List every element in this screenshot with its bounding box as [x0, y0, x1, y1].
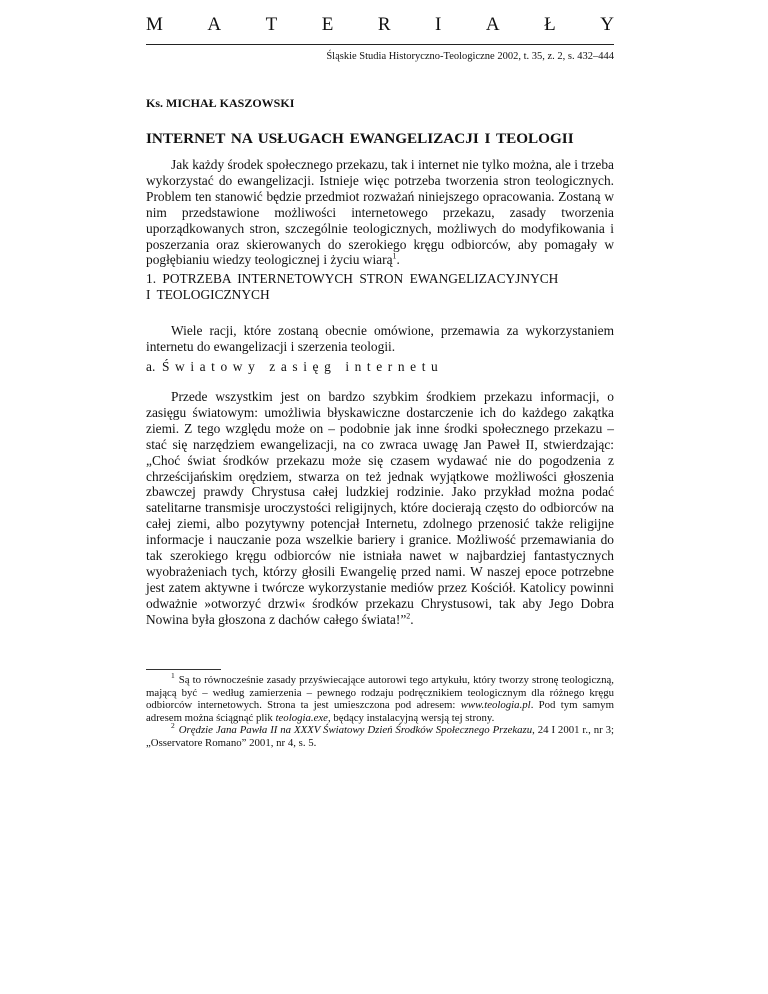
- section-intro-paragraph: Wiele racji, które zostaną obecnie omówione, przemawia za wykorzystaniem internetu do ewangelizacji i szerzenia teologii.: [146, 323, 614, 354]
- section-heading-line1: 1. POTRZEBA INTERNETOWYCH STRON EWANGELIZACYJNYCH: [146, 271, 559, 286]
- masthead-letter: A: [485, 14, 500, 35]
- body-text: Przede wszystkim jest on bardzo szybkim środkiem przekazu informacji, o zasięgu światowym: umożliwia błyskawiczne dostarczenie ich do każdego zakątka ziemi. Z tego względu może on – podobnie jak inne środki społecznego przekazu – stać się narzędziem ewangelizacji, na co zwraca uwagę Jan Paweł II, stwierdzając: „Choć świat środków przekazu może się czasem wydawać nie do pogodzenia z chrześcijańskim orędziem, stwarza on też jednak wyjątkowe możliwości głoszenia zbawczej prawdy Chrystusa całej ludzkiej rodzinie. Jako przykład można podać satelitarne transmisje uroczystości religijnych, które docierają często do odbiorców na całej ziemi, albo pozytywny potencjał Internetu, zdolnego przenosić także religijne informacje i nauczanie poza wszelkie bariery i granice. Możliwość przemawiania do tak szerokiego kręgu odbiorców nie istniała nawet w najbardziej fantastycznych wyobrażeniach tych, którzy głosili Ewangelię przed nami. W naszej epoce potrzebne jest zatem aktywne i twórcze wykorzystanie mediów przez Kościół. Katolicy powinni odważnie »otworzyć drzwi« środków przekazu Chrystusowi, tak aby Jego Dobra Nowina była głoszona z dachów całego świata!”: [146, 389, 614, 627]
- masthead-letter: Y: [600, 14, 614, 35]
- author-name: Ks. MICHAŁ KASZOWSKI: [146, 96, 295, 110]
- masthead-letter: T: [265, 14, 278, 35]
- masthead-letter: I: [435, 14, 442, 35]
- footnote-source-title: Orędzie Jana Pawła II na XXXV Światowy Dzień Środków Społecznego Przekazu: [178, 724, 533, 736]
- subsection-title: Światowy zasięg internetu: [162, 359, 444, 374]
- section-masthead: [146, 14, 614, 36]
- footnote-ref-2: 2: [406, 611, 411, 621]
- footnote-rule: [146, 669, 221, 670]
- footnote-text: , będący instalacyjną wersją tej strony.: [327, 711, 495, 724]
- footnote-number: 2: [171, 721, 175, 731]
- footnote-url: www.teologia.pl: [460, 699, 531, 711]
- footnote-number: 1: [171, 671, 175, 681]
- masthead-letter: R: [377, 14, 391, 35]
- intro-text: Jak każdy środek społecznego przekazu, tak i internet nie tylko można, ale i trzeba wykorzystać do ewangelizacji. Istnieje więc potrzeba tworzenia stron teologicznych. Problem ten stanowić będzie przedmiot rozważań niniejszego opracowania. Zostaną w nim przedstawione możliwości internetowego przekazu, zasady tworzenia uporządkowanych stron, szczególnie teologicznych, możliwych do modyfikowania i poszerzania oraz skierowanych do szerokiego kręgu odbiorców, aby pomagały w pogłębianiu wiedzy teologicznej i życiu wiarą: [146, 157, 614, 268]
- masthead-letter: A: [207, 14, 222, 35]
- subsection-letter: a.: [146, 359, 156, 374]
- section-heading: [146, 271, 558, 303]
- footnote-text: . Pod tym samym adresem można ściągnąć plik: [146, 699, 614, 724]
- footnote-filename: teologia.exe: [275, 711, 328, 724]
- intro-paragraph: Jak każdy środek społecznego przekazu, tak i internet nie tylko można, ale i trzeba wykorzystać do ewangelizacji. Istnieje więc potrzeba tworzenia stron teologicznych. Problem ten stanowić będzie przedmiot rozważań niniejszego opracowania. Zostaną w nim przedstawione możliwości internetowego przekazu, zasady tworzenia uporządkowanych stron, szczególnie teologicznych, możliwych do modyfikowania i poszerzania oraz skierowanych do szerokiego kręgu odbiorców, aby pomagały w pogłębianiu wiedzy teologicznej i życiu wiarą$^1$.: [146, 157, 614, 268]
- body-paragraph: Przede wszystkim jest on bardzo szybkim środkiem przekazu informacji, o zasięgu światowym: umożliwia błyskawiczne dostarczenie ich do każdego zakątka ziemi. Z tego względu może on – podobnie jak inne środki społecznego przekazu – stać się narzędziem ewangelizacji, na co zwraca uwagę Jan Paweł II, stwierdzając: „Choć świat środków przekazu może się czasem wydawać nie do pogodzenia z chrześcijańskim orędziem, stwarza on też jednak wyjątkowe możliwości głoszenia zbawczej prawdy Chrystusa całej ludzkiej rodzinie. Jako przykład można podać satelitarne transmisje uroczystości religijnych, które docierają często do odbiorców na całej ziemi, albo pozytywny potencjał Internetu, zdolnego przenosić także religijne informacje i nauczanie poza wszelkie bariery i granice. Możliwość przemawiania do tak szerokiego kręgu odbiorców nie istniała nawet w najbardziej fantastycznych wyobrażeniach tych, którzy głosili Ewangelię przed nami. W naszej epoce potrzebne jest zatem aktywne i twórcze wykorzystanie mediów przez Kościół. Katolicy powinni odważnie »otworzyć drzwi« środków przekazu Chrystusowi, tak aby Jego Dobra Nowina była głoszona z dachów całego świata!”$^2$.: [146, 389, 614, 627]
- section-heading-line2: I TEOLOGICZNYCH: [146, 287, 270, 302]
- header-rule: [146, 44, 614, 45]
- footnote-text: , 24 I 2001 r., nr 3; „Osservatore Romano” 2001, nr 4, s. 5.: [146, 724, 614, 749]
- footnote-2: [146, 721, 614, 749]
- subsection-heading: [146, 359, 443, 375]
- masthead-letter: Ł: [544, 14, 556, 35]
- footnote-ref-1: 1: [392, 251, 397, 261]
- footnote-text: Są to równocześnie zasady przyświecające autorowi tego artykułu, który tworzy stronę teologiczną, mającą być – według zamierzenia – pewnego rodzaju podręcznikiem teologicznym dla różnego kręgu odbiorców internetowych. Strona ta jest umieszczona pod adresem:: [146, 674, 614, 711]
- journal-reference: Śląskie Studia Historyczno-Teologiczne 2002, t. 35, z. 2, s. 432–444: [326, 51, 614, 62]
- masthead-letter: M: [146, 14, 163, 35]
- footnote-1: [146, 671, 614, 724]
- article-title: INTERNET NA USŁUGACH EWANGELIZACJI I TEOLOGII: [146, 130, 574, 147]
- masthead-letter: E: [321, 14, 334, 35]
